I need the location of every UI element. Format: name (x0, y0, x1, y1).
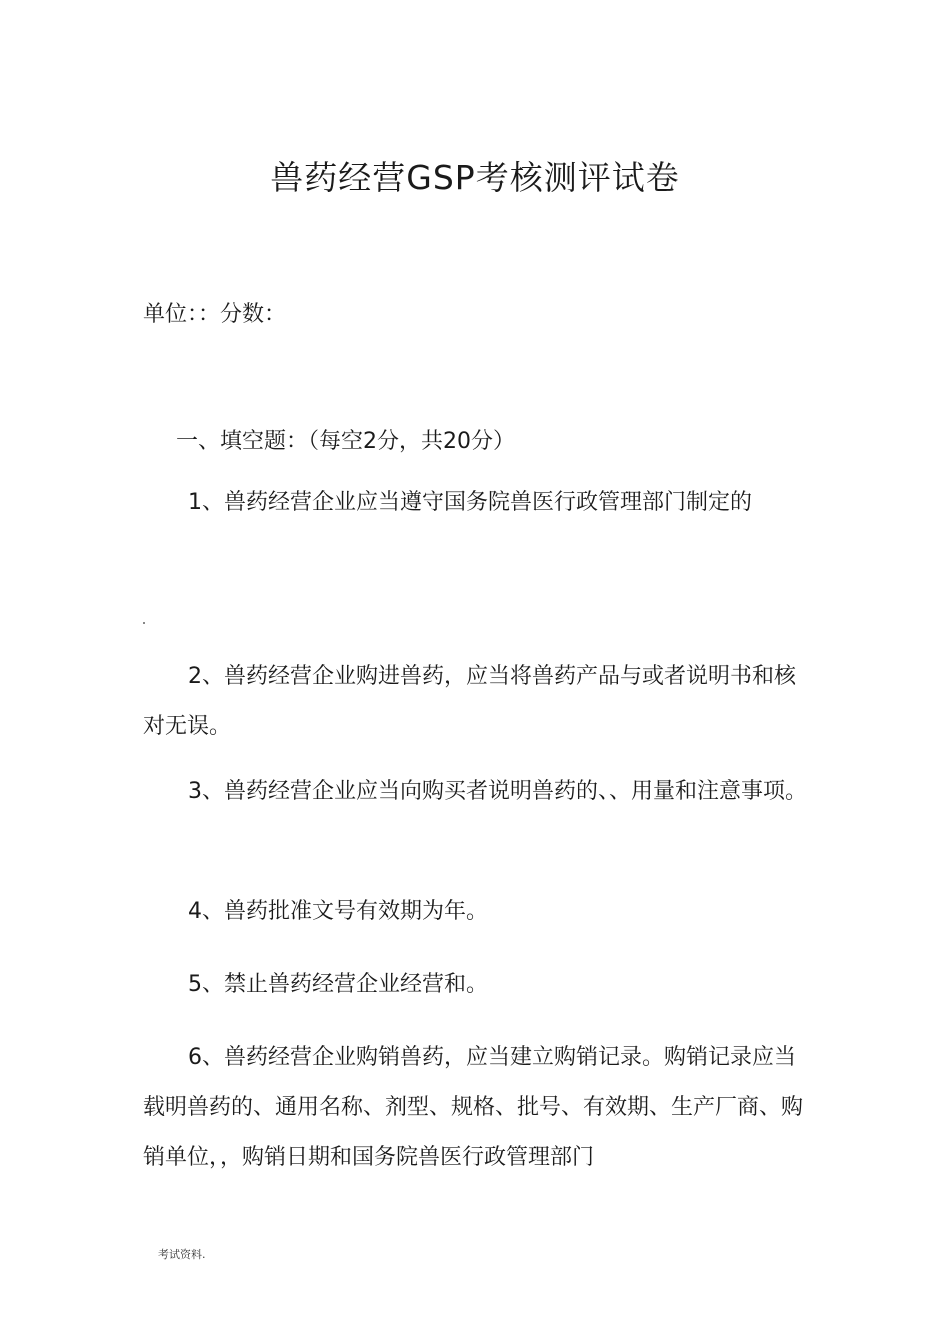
stray-mark (143, 622, 145, 624)
document-title: 兽药经营GSP考核测评试卷 (270, 158, 680, 197)
question-2: 2、兽药经营企业购进兽药，应当将兽药产品与或者说明书和核对无误。 (143, 664, 796, 739)
question-3: 3、兽药经营企业应当向购买者说明兽药的、、用量和注意事项。 (188, 779, 807, 804)
unit-score-line: 单位：：分数： (143, 302, 287, 327)
question-1: 1、兽药经营企业应当遵守国务院兽医行政管理部门制定的 (188, 490, 752, 515)
question-5: 5、禁止兽药经营企业经营和。 (188, 972, 488, 997)
question-6: 6、兽药经营企业购销兽药，应当建立购销记录。购销记录应当载明兽药的、通用名称、剂型、规格、批号、有效期、生产厂商、购销单位，，购销日期和国务院兽医行政管理部门 (143, 1045, 804, 1170)
section-heading-fill-in: 一、填空题：（每空2分，共20分） (176, 429, 515, 454)
question-4: 4、兽药批准文号有效期为年。 (188, 899, 488, 924)
footer-note: 考试资料. (158, 1248, 206, 1261)
